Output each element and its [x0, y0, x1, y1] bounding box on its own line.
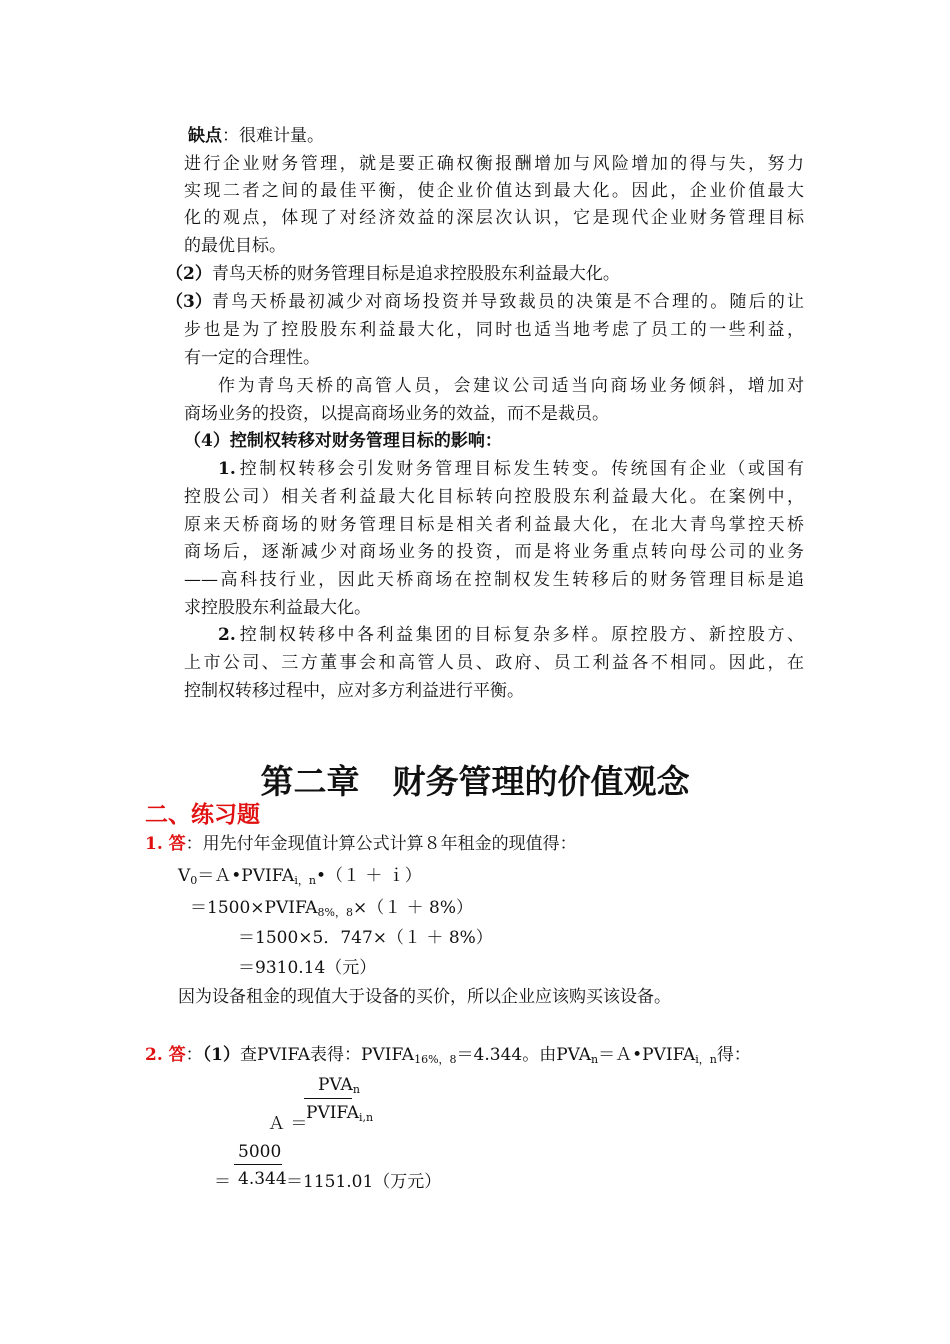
formula-part: ＝Ａ•PVIFA — [197, 866, 295, 886]
section-title: 二、练习题 — [145, 802, 260, 828]
fraction-denominator — [306, 1103, 373, 1123]
formula-line — [190, 898, 473, 918]
formula-lhs: Ａ ＝ — [268, 1114, 308, 1134]
subheading: （4）控制权转移对财务管理目标的影响： — [184, 431, 502, 451]
paragraph-line: 控股公司）相关者利益最大化目标转向控股股东利益最大化。在案例中， — [184, 487, 804, 507]
line-text: ：很难计量。 — [222, 126, 324, 146]
paragraph-line — [218, 625, 804, 645]
formula-part: V — [178, 866, 191, 886]
formula-part: ＝1500×PVIFA — [190, 898, 318, 918]
line-text: 控制权转移会引发财务管理目标发生转变。传统国有企业（或国有 — [239, 459, 804, 479]
formula-part: PVA — [556, 1045, 592, 1065]
formula-part: PVA — [318, 1075, 353, 1095]
formula-line: ＝9310.14（元） — [238, 958, 377, 978]
line-text: 控制权转移中各利益集团的目标复杂多样。原控股方、新控股方、 — [239, 625, 804, 645]
fraction-numerator — [318, 1075, 360, 1095]
fraction-bar — [304, 1098, 352, 1099]
subscript: n — [352, 1083, 360, 1096]
line-text: 青鸟天桥最初减少对商场投资并导致裁员的决策是不合理的。随后的让 — [211, 292, 804, 312]
chapter-title: 第二章 财务管理的价值观念 — [260, 762, 690, 801]
question-1-intro — [145, 834, 577, 854]
paragraph-line: 求控股股东利益最大化。 — [184, 598, 371, 618]
subscript: 0 — [190, 874, 198, 887]
line-text: ：用先付年金现值计算公式计算８年租金的现值得： — [185, 834, 577, 854]
paragraph-line — [218, 459, 804, 479]
formula-part: ×（１ ＋ 8%） — [353, 898, 474, 918]
line-text: ： — [185, 1045, 203, 1065]
formula-part: ＝4.344。由 — [456, 1045, 557, 1065]
fraction-numerator: 5000 — [238, 1142, 282, 1162]
paragraph-line: 控制权转移过程中，应对多方利益进行平衡。 — [184, 681, 524, 701]
paragraph-line: 商场后，逐渐减少对商场业务的投资，而是将业务重点转向母公司的业务 — [184, 542, 804, 562]
paragraph-line: 商场业务的投资，以提高商场业务的效益，而不是裁员。 — [184, 404, 609, 424]
paragraph-line: 化的观点，体现了对经济效益的深层次认识，它是现代企业财务管理目标 — [184, 208, 804, 228]
subscript: i，n — [695, 1053, 717, 1066]
subscript: i，n — [294, 874, 316, 887]
paragraph-line — [166, 292, 804, 312]
conclusion-line: 因为设备租金的现值大于设备的买价，所以企业应该购买该设备。 — [178, 987, 671, 1007]
formula-part: 查PVIFA表得：PVIFA — [240, 1045, 415, 1065]
item-number: （2） — [166, 264, 212, 284]
formula-line — [178, 866, 422, 886]
paragraph-line: 上市公司、三方董事会和高管人员、政府、员工利益各不相同。因此，在 — [184, 653, 804, 673]
formula-part: 得： — [716, 1045, 751, 1065]
subscript: i,n — [359, 1111, 374, 1124]
paragraph-line: 进行企业财务管理，就是要正确权衡报酬增加与风险增加的得与失，努力 — [184, 154, 804, 174]
answer-label: 2. 答 — [145, 1045, 186, 1065]
item-number: （3） — [166, 292, 212, 312]
question-2-intro — [145, 1045, 751, 1065]
paragraph-line: ——高科技行业，因此天桥商场在控制权发生转移后的财务管理目标是追 — [184, 570, 804, 590]
paragraph-line — [166, 264, 620, 284]
fraction-denominator: 4.344 — [238, 1169, 287, 1189]
formula-part: ＝Ａ•PVIFA — [598, 1045, 696, 1065]
paragraph-line: 有一定的合理性。 — [184, 348, 320, 368]
formula-part: PVIFA — [306, 1103, 360, 1123]
item-number: 2. — [218, 625, 236, 645]
item-number: 1. — [218, 459, 236, 479]
paragraph-line — [188, 126, 324, 146]
paragraph-line: 作为青鸟天桥的高管人员，会建议公司适当向商场业务倾斜，增加对 — [218, 376, 804, 396]
formula-part: •（１ ＋ ｉ） — [315, 866, 422, 886]
line-text: 青鸟天桥的财务管理目标是追求控股股东利益最大化。 — [211, 264, 620, 284]
paragraph-line: 的最优目标。 — [184, 236, 286, 256]
equals-sign: ＝ — [214, 1172, 231, 1192]
fraction-bar — [234, 1164, 282, 1165]
paragraph-line: 原来天桥商场的财务管理目标是相关者利益最大化，在北大青鸟掌控天桥 — [184, 515, 804, 535]
bold-label: 缺点 — [188, 126, 222, 146]
formula-result: ＝1151.01（万元） — [286, 1172, 442, 1192]
item-number: （1） — [202, 1045, 241, 1065]
subscript: n — [591, 1053, 599, 1066]
paragraph-line: 步也是为了控股股东利益最大化，同时也适当地考虑了员工的一些利益， — [184, 320, 804, 340]
subscript: 8%，8 — [317, 906, 353, 919]
paragraph-line: 实现二者之间的最佳平衡，使企业价值达到最大化。因此，企业价值最大 — [184, 181, 804, 201]
subscript: 16%，8 — [414, 1053, 457, 1066]
formula-line: ＝1500×5．747×（１ ＋ 8%） — [238, 928, 493, 948]
answer-label: 1. 答 — [145, 834, 186, 854]
